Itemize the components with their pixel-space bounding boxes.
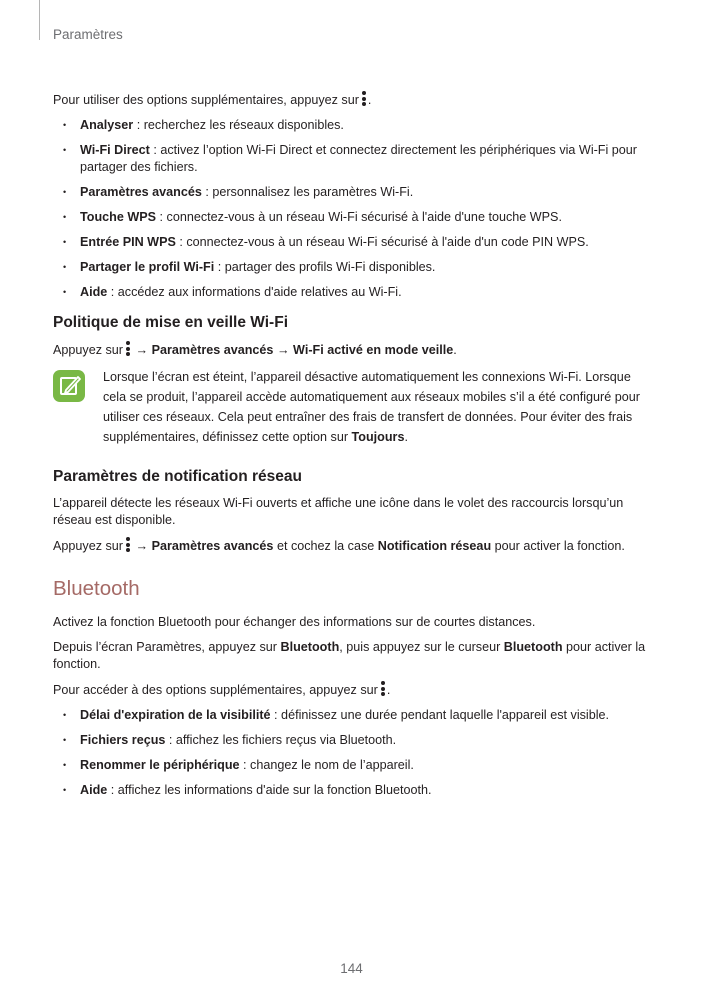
list-item: • Fichiers reçus : affichez les fichiers reçus via Bluetooth. <box>53 732 653 749</box>
network-notification-instruction: Appuyez sur → Paramètres avancés et cochez la case Notification réseau pour activer la fonction. <box>53 539 625 553</box>
more-options-icon <box>362 91 366 106</box>
bluetooth-options-list <box>53 707 653 799</box>
wifi-options-intro: Pour utiliser des options supplémentaires, appuyez sur . <box>53 93 372 107</box>
more-options-icon <box>381 681 385 696</box>
network-notification-description: L’appareil détecte les réseaux Wi-Fi ouverts et affiche une icône dans le volet des raccourcis lorsqu’un réseau est disponible. <box>53 496 624 527</box>
more-options-icon <box>126 537 130 552</box>
page-content <box>53 91 653 807</box>
list-item: • Partager le profil Wi-Fi : partager des profils Wi-Fi disponibles. <box>53 259 653 276</box>
wifi-options-list <box>53 117 653 301</box>
list-item: • Aide : accédez aux informations d'aide relatives au Wi-Fi. <box>53 284 653 301</box>
bluetooth-description: Activez la fonction Bluetooth pour échanger des informations sur de courtes distances. <box>53 615 536 629</box>
note-text: Lorsque l’écran est éteint, l’appareil désactive automatiquement les connexions Wi-Fi. Lorsque cela se produit, l’appareil accède automatiquement aux réseaux mobiles s’il a été configuré pour utiliser ces réseaux. Cela peut entraîner des frais de transfert de données. Pour éviter des frais supplémentaires, définissez cette option sur Toujours. <box>103 370 640 444</box>
network-notification-heading: Paramètres de notification réseau <box>53 468 302 485</box>
list-item: • Entrée PIN WPS : connectez-vous à un réseau Wi-Fi sécurisé à l'aide d'un code PIN WPS. <box>53 234 653 251</box>
list-item: • Wi-Fi Direct : activez l’option Wi-Fi Direct et connectez directement les périphériques via Wi-Fi pour partager des fichiers. <box>53 142 653 176</box>
list-item: • Analyser : recherchez les réseaux disponibles. <box>53 117 653 134</box>
more-options-icon <box>126 341 130 356</box>
note-icon <box>53 370 85 402</box>
bluetooth-heading: Bluetooth <box>53 577 140 600</box>
list-item: • Paramètres avancés : personnalisez les paramètres Wi-Fi. <box>53 184 653 201</box>
bluetooth-options-intro: Pour accéder à des options supplémentaires, appuyez sur . <box>53 683 391 697</box>
bluetooth-enable-instruction: Depuis l’écran Paramètres, appuyez sur Bluetooth, puis appuyez sur le curseur Bluetooth pour activer la fonction. <box>53 640 646 671</box>
list-item: • Renommer le périphérique : changez le nom de l’appareil. <box>53 757 653 774</box>
sleep-policy-heading: Politique de mise en veille Wi-Fi <box>53 314 288 331</box>
list-item: • Aide : affichez les informations d'aide sur la fonction Bluetooth. <box>53 782 653 799</box>
page-number: 144 <box>340 961 363 976</box>
list-item: • Délai d'expiration de la visibilité : définissez une durée pendant laquelle l'appareil est visible. <box>53 707 653 724</box>
header-rule <box>39 0 40 40</box>
list-item: • Touche WPS : connectez-vous à un réseau Wi-Fi sécurisé à l'aide d'une touche WPS. <box>53 209 653 226</box>
note-box <box>53 367 653 447</box>
page-header: Paramètres <box>53 27 123 42</box>
sleep-policy-instruction: Appuyez sur → Paramètres avancés → Wi-Fi activé en mode veille. <box>53 343 457 357</box>
